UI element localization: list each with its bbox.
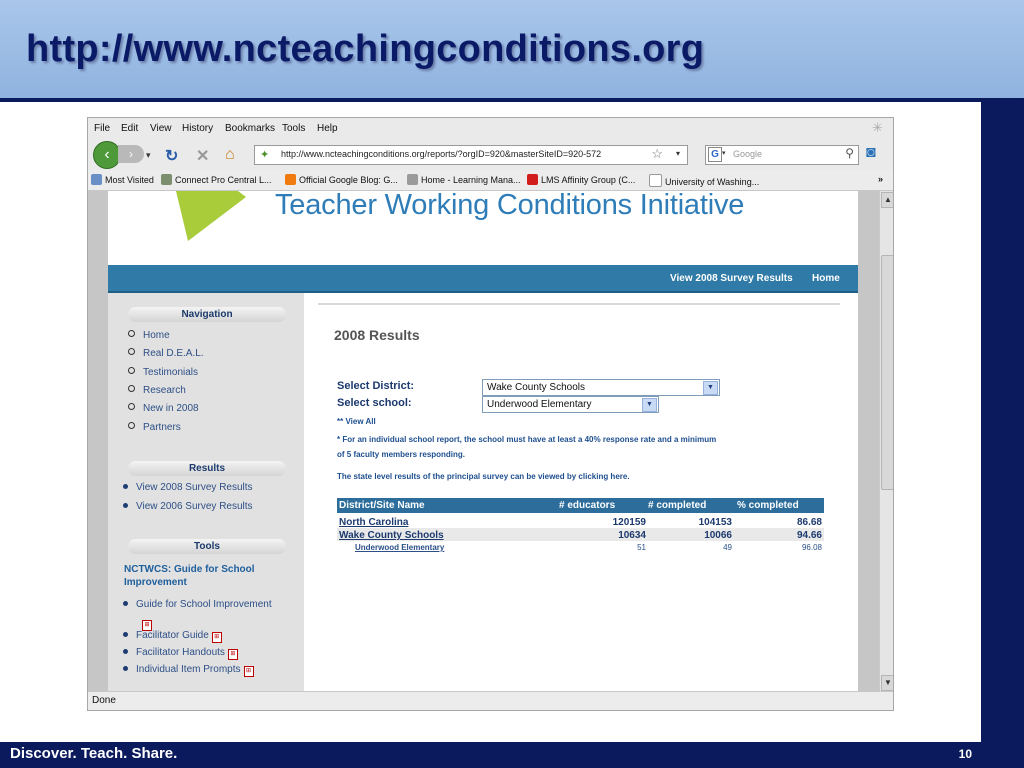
site-gutter-left [88, 191, 108, 691]
row-educators: 120159 [612, 517, 646, 528]
bookmark-google-blog[interactable]: Official Google Blog: G... [285, 174, 398, 185]
content-divider [318, 303, 840, 305]
site-header [108, 191, 858, 265]
site-nav-bar [108, 265, 858, 293]
row-educators: 10634 [618, 530, 646, 541]
row-pct: 86.68 [796, 517, 822, 528]
bookmarks-toolbar [88, 170, 893, 191]
bookmark-page-icon [407, 174, 418, 185]
menu-bookmarks[interactable]: Bookmarks [225, 123, 276, 134]
sidebar-item-2006-results[interactable]: View 2006 Survey Results [123, 501, 253, 512]
search-placeholder: Google [733, 149, 763, 159]
col-educators: # educators [559, 500, 616, 511]
col-site-name: District/Site Name [339, 500, 425, 511]
response-rate-note-cont: of 5 faculty members responding. [337, 450, 466, 459]
chevron-down-icon: ▼ [703, 381, 718, 395]
google-icon: G [708, 147, 722, 162]
sidebar-item-home[interactable]: Home [128, 330, 170, 341]
history-dropdown-icon[interactable]: ▾ [146, 150, 151, 160]
sidebar-item-new-2008[interactable]: New in 2008 [128, 403, 199, 414]
search-icon[interactable]: ⚲ [845, 146, 854, 160]
search-engine-dropdown-icon[interactable]: ▾ [722, 150, 726, 157]
school-label: Select school: [337, 397, 412, 409]
page-number: 10 [958, 747, 972, 761]
browser-window [87, 117, 894, 711]
stop-icon[interactable]: ✕ [196, 148, 210, 165]
menu-help[interactable]: Help [317, 123, 338, 134]
lms-logo-icon [527, 174, 538, 185]
results-table-header [337, 498, 824, 513]
home-icon[interactable]: ⌂ [225, 146, 235, 163]
url-dropdown-icon[interactable]: ▾ [675, 149, 680, 158]
blogger-icon [285, 174, 296, 185]
row-site-link[interactable]: North Carolina [339, 517, 409, 528]
response-rate-note: * For an individual school report, the school must have at least a 40% response rate and a minimum [337, 435, 717, 444]
sidebar-item-research[interactable]: Research [128, 385, 186, 396]
row-completed: 10066 [704, 530, 732, 541]
row-pct: 94.66 [796, 530, 822, 541]
school-select[interactable]: Underwood Elementary ▼ [482, 396, 659, 413]
sidebar-item-partners[interactable]: Partners [128, 422, 181, 433]
scrollbar-thumb[interactable] [881, 255, 894, 490]
tools-item-facilitator-handouts[interactable]: Facilitator Handouts ⊞ [123, 647, 238, 660]
bookmark-page-icon [161, 174, 172, 185]
pdf-icon: ⊞ [212, 632, 222, 643]
pdf-icon[interactable]: ⊞ [139, 613, 152, 631]
address-bar[interactable] [254, 145, 688, 165]
district-select[interactable]: Wake County Schools ▼ [482, 379, 720, 396]
scroll-down-icon[interactable]: ▼ [881, 675, 894, 691]
tools-item-guide[interactable]: Guide for School Improvement [123, 599, 272, 610]
sidebar-item-2008-results[interactable]: View 2008 Survey Results [123, 482, 253, 493]
pdf-icon: ⊞ [228, 649, 238, 660]
principal-survey-link[interactable]: The state level results of the principal survey can be viewed by clicking here. [337, 472, 630, 481]
slide-right-bar [981, 102, 1024, 742]
page-title: 2008 Results [334, 327, 420, 343]
pdf-icon: ⊞ [244, 666, 254, 677]
scroll-up-icon[interactable]: ▲ [881, 192, 894, 208]
main-content [304, 293, 858, 691]
menu-file[interactable]: File [94, 123, 111, 134]
menu-view[interactable]: View [150, 123, 172, 134]
slide-title: http://www.ncteachingconditions.org [26, 28, 705, 70]
bookmark-university-washing[interactable]: University of Washing... [649, 174, 759, 187]
row-site-link[interactable]: Underwood Elementary [355, 543, 445, 552]
addon-icon[interactable]: ◙ [866, 144, 876, 161]
sidebar-results-heading: Results [128, 461, 286, 476]
slide-footer [0, 742, 1024, 768]
tools-guide-link[interactable]: NCTWCS: Guide for School Improvement [124, 564, 255, 588]
bookmark-page-icon [649, 174, 662, 187]
tools-item-facilitator-guide[interactable]: Facilitator Guide ⊞ [123, 630, 222, 643]
navigation-toolbar [88, 138, 893, 170]
menu-edit[interactable]: Edit [121, 123, 139, 134]
chevron-down-icon: ▼ [642, 398, 657, 412]
district-label: Select District: [337, 380, 415, 392]
status-text: Done [92, 695, 116, 706]
menu-history[interactable]: History [182, 123, 214, 134]
footer-tagline: Discover. Teach. Share. [10, 745, 178, 762]
bookmarks-overflow-icon[interactable]: » [878, 174, 884, 184]
page-viewport [88, 191, 879, 691]
row-educators: 51 [637, 543, 646, 552]
star-logo-icon [168, 191, 258, 241]
row-completed: 104153 [698, 517, 732, 528]
bookmark-star-icon[interactable]: ☆ [651, 146, 663, 161]
bookmark-connect-pro[interactable]: Connect Pro Central L... [161, 174, 272, 185]
table-row [337, 541, 824, 554]
throbber-icon: ✳ [872, 120, 883, 135]
row-pct: 96.08 [801, 543, 822, 552]
reload-icon[interactable]: ↻ [165, 148, 179, 165]
forward-button[interactable]: › [118, 145, 144, 163]
nav-home[interactable]: Home [812, 273, 840, 284]
sidebar [108, 293, 304, 691]
sidebar-tools-heading: Tools [128, 539, 286, 554]
menu-tools[interactable]: Tools [282, 123, 306, 134]
nav-view-2008-results[interactable]: View 2008 Survey Results [670, 273, 793, 284]
back-button[interactable]: ‹ [93, 141, 121, 169]
bookmark-learning-mana[interactable]: Home - Learning Mana... [407, 174, 521, 185]
vertical-scrollbar[interactable] [879, 191, 894, 691]
menu-bar [88, 118, 893, 138]
col-completed: # completed [648, 500, 707, 511]
site-gutter-right [858, 191, 879, 691]
sidebar-navigation-heading: Navigation [128, 307, 286, 322]
search-box[interactable] [705, 145, 859, 165]
sidebar-item-testimonials[interactable]: Testimonials [128, 367, 198, 378]
slide-header [0, 0, 1024, 102]
row-site-link[interactable]: Wake County Schools [339, 530, 444, 541]
site-title: Teacher Working Conditions Initiative [275, 191, 745, 221]
bookmark-lms-affinity[interactable]: LMS Affinity Group (C... [527, 174, 635, 185]
address-url: http://www.ncteachingconditions.org/reports/?orgID=920&masterSiteID=920-572 [281, 149, 602, 159]
tools-item-individual-prompts[interactable]: Individual Item Prompts ⊞ [123, 664, 254, 677]
bookmark-most-visited[interactable]: Most Visited [91, 174, 154, 185]
table-row [337, 515, 824, 528]
col-pct-completed: % completed [737, 500, 799, 511]
row-completed: 49 [723, 543, 732, 552]
site-favicon-icon: ✦ [260, 149, 270, 161]
sidebar-item-real-deal[interactable]: Real D.E.A.L. [128, 348, 204, 359]
table-row [337, 528, 824, 541]
status-bar [88, 691, 893, 711]
folder-icon [91, 174, 102, 185]
view-all-link[interactable]: ** View All [337, 417, 376, 426]
